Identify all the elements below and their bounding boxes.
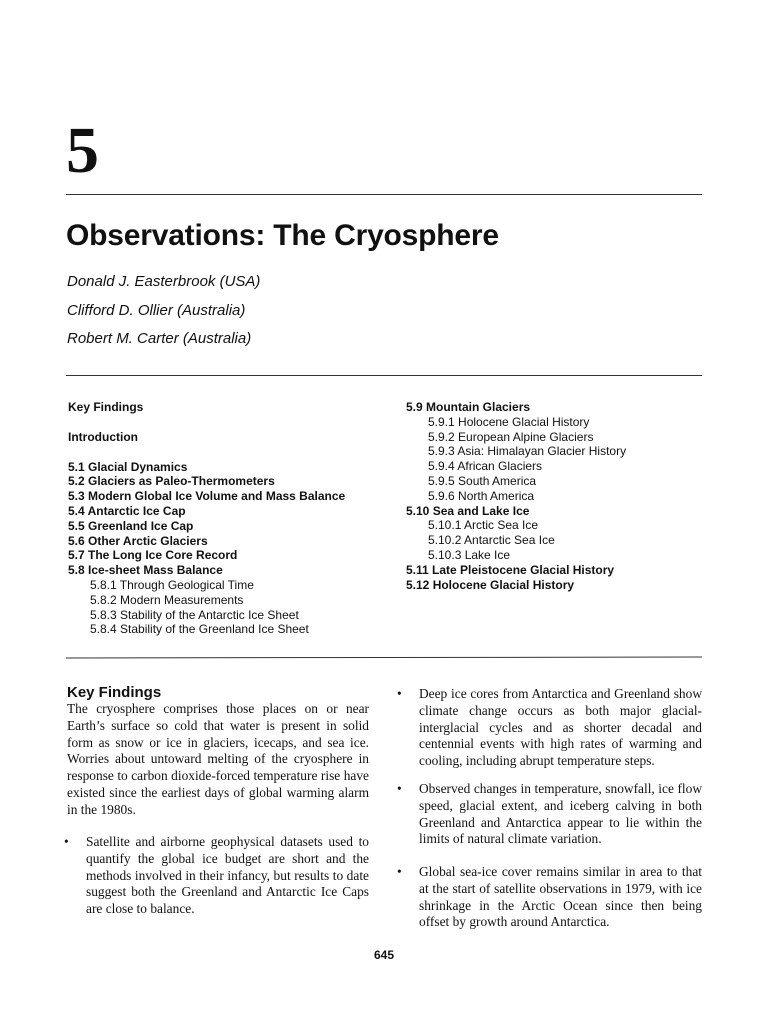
toc-subitem: 5.9.2 European Alpine Glaciers <box>428 429 594 444</box>
toc-left-column <box>68 400 345 637</box>
toc-item: 5.10 Sea and Lake Ice <box>406 503 530 518</box>
key-finding-bullet <box>397 686 702 770</box>
toc-item: 5.9 Mountain Glaciers <box>406 400 531 414</box>
toc-item: 5.2 Glaciers as Paleo-Thermometers <box>68 474 275 489</box>
toc-item: 5.6 Other Arctic Glaciers <box>68 533 208 548</box>
toc-right-column <box>406 400 626 592</box>
toc-item: 5.7 The Long Ice Core Record <box>68 548 238 563</box>
toc-subitem: 5.9.4 African Glaciers <box>428 459 543 474</box>
bullet-icon: • <box>397 781 402 796</box>
toc-item: 5.8 Ice-sheet Mass Balance <box>68 563 223 578</box>
toc-item: 5.1 Glacial Dynamics <box>68 459 188 474</box>
toc-subitem: 5.9.3 Asia: Himalayan Glacier History <box>428 444 627 459</box>
key-findings-intro: The cryosphere comprises those places on or near Earth’s surface so cold that water is present in solid form as snow or ice in glaciers, icecaps, and sea ice. Worries about untoward melting of the cryosphere in response to carbon dioxide-forced temperature rise have existed since the earliest days of global warming alarm in the 1980s. <box>67 701 369 817</box>
page-number: 645 <box>373 948 395 962</box>
toc-item: 5.11 Late Pleistocene Glacial History <box>406 562 615 577</box>
toc-subitem: 5.9.6 North America <box>428 488 535 503</box>
toc-subitem: 5.10.1 Arctic Sea Ice <box>428 518 539 533</box>
bullet-text: Satellite and airborne geophysical datasets used to quantify the global ice budget are short and the methods involved in their infancy, but results to date suggest both the Greenland and Antarctic Ice Caps are close to balance. <box>86 834 369 917</box>
toc-item: Introduction <box>68 429 138 444</box>
key-finding-bullet <box>64 834 369 918</box>
author-list <box>67 272 260 358</box>
toc-subitem: 5.9.1 Holocene Glacial History <box>428 414 590 429</box>
key-finding-bullet <box>397 864 702 931</box>
chapter-title: Observations: The Cryosphere <box>66 219 499 252</box>
author: Robert M. Carter (Australia) <box>67 330 252 347</box>
toc-item: 5.3 Modern Global Ice Volume and Mass Balance <box>68 489 346 504</box>
toc-subitem: 5.10.3 Lake Ice <box>428 547 511 562</box>
bullet-text: Observed changes in temperature, snowfall, ice flow speed, glacial extent, and iceberg calving in both Greenland and Antarctica appear to lie within the limits of natural climate variation. <box>419 781 702 847</box>
author: Donald J. Easterbrook (USA) <box>67 273 261 290</box>
divider-top <box>66 194 702 195</box>
bullet-icon: • <box>397 686 402 701</box>
bullet-text: Global sea-ice cover remains similar in area to that at the start of satellite observations in 1979, with ice shrinkage in the Arctic Ocean since then being offset by growth around Antarctica. <box>419 864 702 930</box>
toc-item: 5.4 Antarctic Ice Cap <box>68 503 186 518</box>
toc-subitem: 5.8.2 Modern Measurements <box>90 592 244 607</box>
divider-toc-bottom <box>66 657 702 659</box>
bullet-icon: • <box>64 834 69 849</box>
chapter-number: 5 <box>66 114 99 187</box>
bullet-text: Deep ice cores from Antarctica and Greenland show climate change occurs as both major glacial-interglacial cycles and as shorter decadal and centennial events with high rates of warming and cooling, including abrupt temperature steps. <box>419 686 702 769</box>
toc-subitem: 5.8.3 Stability of the Antarctic Ice Sheet <box>90 607 299 622</box>
toc-item: 5.12 Holocene Glacial History <box>406 577 575 592</box>
toc-subitem: 5.8.1 Through Geological Time <box>90 577 254 592</box>
author: Clifford D. Ollier (Australia) <box>67 301 246 319</box>
toc-item: 5.5 Greenland Ice Cap <box>68 518 194 533</box>
toc-subitem: 5.8.4 Stability of the Greenland Ice Sheet <box>90 622 309 637</box>
toc-item: Key Findings <box>68 400 144 414</box>
key-findings-heading: Key Findings <box>67 684 162 701</box>
toc-subitem: 5.10.2 Antarctic Sea Ice <box>428 533 555 548</box>
key-finding-bullet <box>397 781 702 848</box>
divider-toc-top <box>66 375 702 376</box>
bullet-icon: • <box>397 864 402 879</box>
toc-subitem: 5.9.5 South America <box>428 473 537 488</box>
